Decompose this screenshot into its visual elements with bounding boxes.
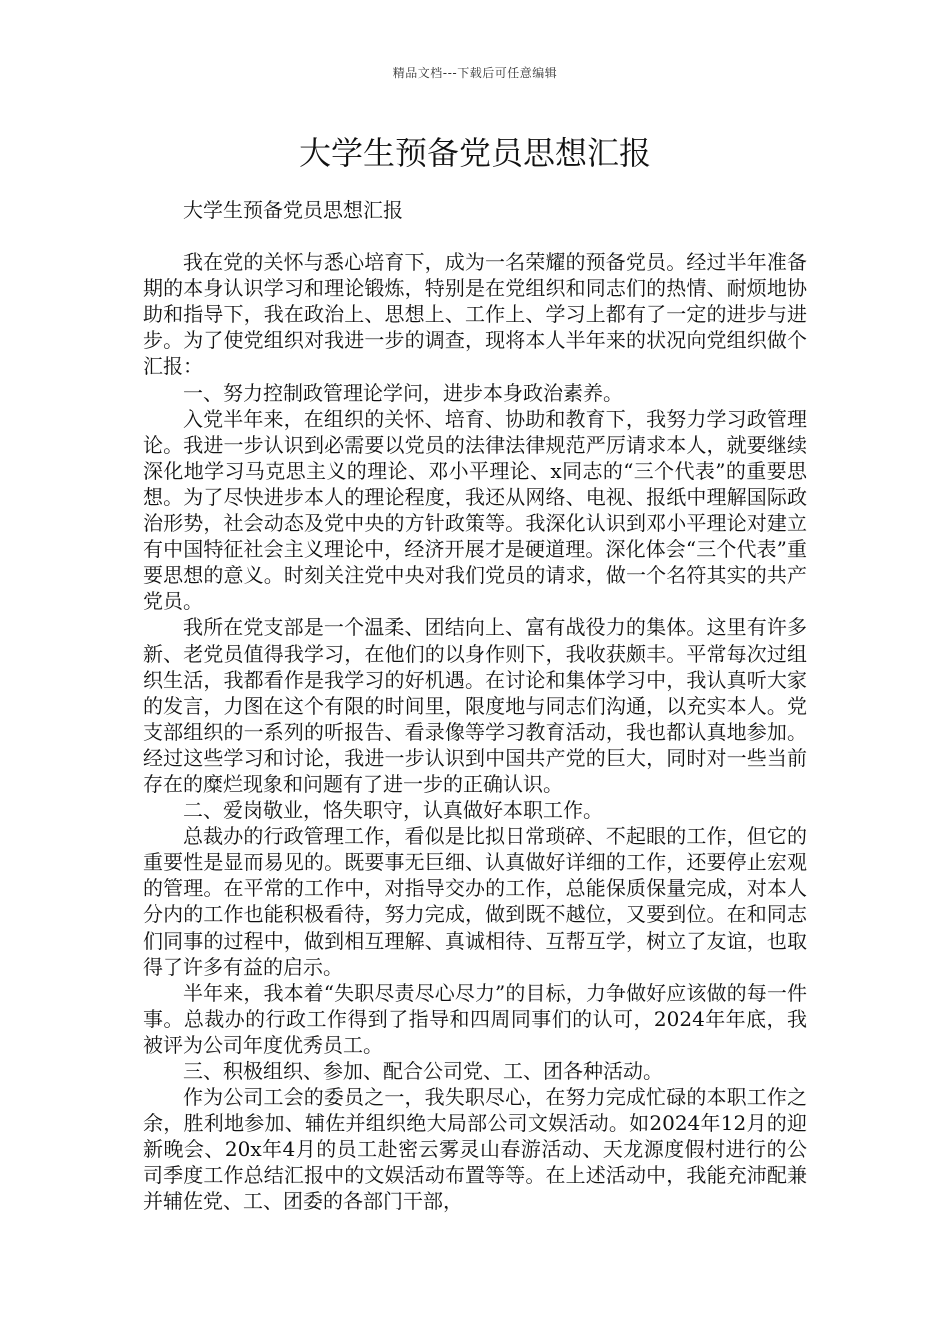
paragraph: 作为公司工会的委员之一，我失职尽心，在努力完成忙碌的本职工作之余，胜利地参加、辅佐并组织绝大局部公司文娱活动。如2024年12月的迎新晚会、20x年4月的员工赴密云雾灵山春游活动、天龙源度假村进行的公司季度工作总结汇报中的文娱活动布置等等。在上述活动中，我能充沛配兼并辅佐党、工、团委的各部门干部， <box>143 1085 807 1214</box>
document-body <box>143 197 807 1215</box>
section-heading-2: 二、爱岗敬业，恪失职守，认真做好本职工作。 <box>183 798 603 823</box>
paragraph: 我所在党支部是一个温柔、团结向上、富有战役力的集体。这里有许多新、老党员值得我学习，在他们的以身作则下，我收获颇丰。平常每次过组织生活，我都看作是我学习的好机遇。在讨论和集体学习中，我认真听大家的发言，力图在这个有限的时间里，限度地与同志们沟通，以充实本人。党支部组织的一系列的听报告、看录像等学习教育活动，我也都认真地参加。经过这些学习和讨论，我进一步认识到中国共产党的巨大，同时对一些当前存在的糜烂现象和问题有了进一步的正确认识。 <box>143 615 807 796</box>
section-heading-3: 三、积极组织、参加、配合公司党、工、团各种活动。 <box>183 1059 663 1083</box>
paragraph: 总裁办的行政管理工作，看似是比拟日常琐碎、不起眼的工作，但它的重要性是显而易见的。既要事无巨细、认真做好详细的工作，还要停止宏观的管理。在平常的工作中，对指导交办的工作，总能保质保量完成，对本人分内的工作也能积极看待，努力完成，做到既不越位，又要到位。在和同志们同事的过程中，做到相互理解、真诚相待、互帮互学，树立了友谊，也取得了许多有益的启示。 <box>143 824 807 979</box>
document-subtitle: 大学生预备党员思想汇报 <box>183 198 403 222</box>
document-title: 大学生预备党员思想汇报 <box>298 134 651 172</box>
paragraph: 半年来，我本着“失职尽责尽心尽力”的目标，力争做好应该做的每一件事。总裁办的行政工作得到了指导和四周同事们的认可，2024年年底，我被评为公司年度优秀员工。 <box>143 980 807 1057</box>
page-header: 精品文档---下载后可任意编辑 <box>392 66 558 80</box>
paragraph-intro: 我在党的关怀与悉心培育下，成为一名荣耀的预备党员。经过半年准备期的本身认识学习和理论锻炼，特别是在党组织和同志们的热情、耐烦地协助和指导下，我在政治上、思想上、工作上、学习上都有了一定的进步与进步。为了使党组织对我进一步的调查，现将本人半年来的状况向党组织做个汇报： <box>143 250 807 379</box>
section-heading-1: 一、努力控制政管理论学问，进步本身政治素养。 <box>183 380 623 405</box>
paragraph: 入党半年来，在组织的关怀、培育、协助和教育下，我努力学习政管理论。我进一步认识到必需要以党员的法律法律规范严厉请求本人，就要继续深化地学习马克思主义的理论、邓小平理论、x同志的“三个代表”的重要思想。为了尽快进步本人的理论程度，我还从网络、电视、报纸中理解国际政治形势，社会动态及党中央的方针政策等。我深化认识到邓小平理论对建立有中国特征社会主义理论中，经济开展才是硬道理。深化体会“三个代表”重要思想的意义。时刻关注党中央对我们党员的请求，做一个名符其实的共产党员。 <box>143 406 807 614</box>
